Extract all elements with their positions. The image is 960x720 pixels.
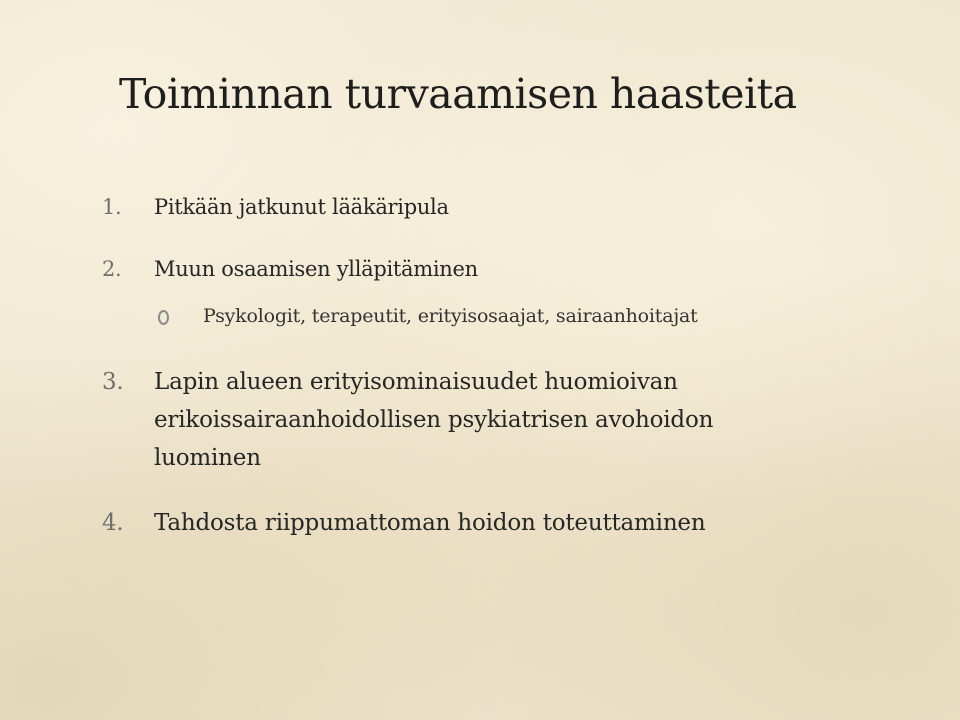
list-item-text-line-2: erikoissairaanhoidollisen psykiatrisen avohoidon (154, 407, 714, 433)
list-item-text: Pitkään jatkunut lääkäripula (154, 195, 449, 219)
list-item-text-line-3: luominen (154, 445, 261, 471)
list-item-text: Tahdosta riippumattoman hoidon toteuttaminen (154, 510, 706, 536)
hollow-circle-bullet-icon (158, 310, 169, 325)
list-number: 1. (102, 195, 122, 219)
list-item-text: Muun osaamisen ylläpitäminen (154, 257, 478, 281)
list-number: 2. (102, 257, 122, 281)
list-number: 3. (102, 369, 124, 395)
sub-list-item-text: Psykologit, terapeutit, erityisosaajat, sairaanhoitajat (203, 305, 698, 327)
list-number: 4. (102, 510, 124, 536)
slide-title: Toiminnan turvaamisen haasteita (119, 70, 797, 118)
list-item-text-line-1: Lapin alueen erityisominaisuudet huomioivan (154, 369, 678, 395)
